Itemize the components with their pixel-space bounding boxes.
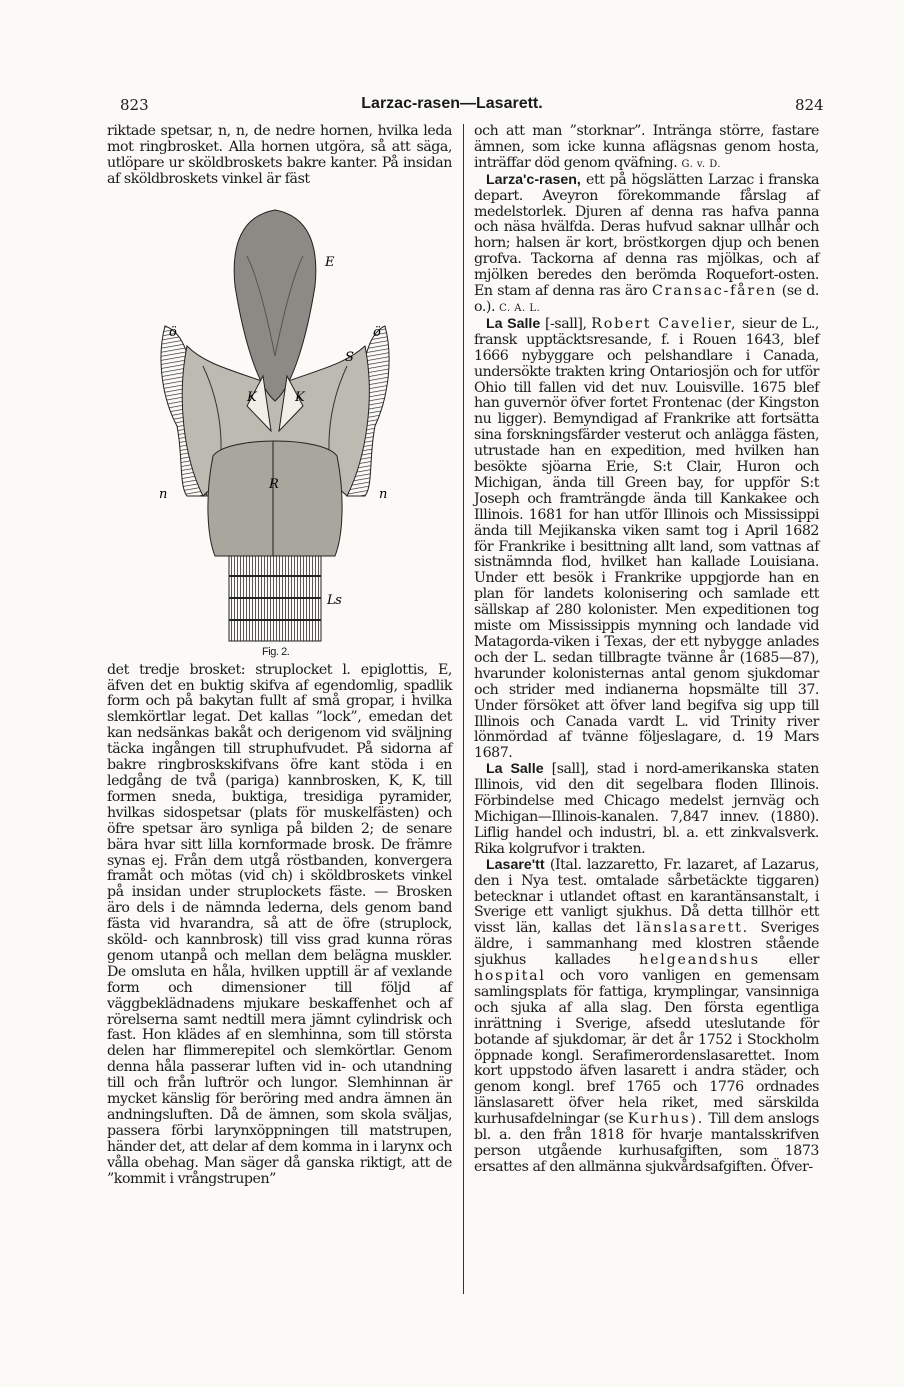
larynx-figure: [107, 196, 452, 659]
column-divider: [463, 124, 464, 1294]
entry-body: Sveriges äldre, i sammanhang med klostren stående sjukhus kallades: [474, 920, 819, 969]
headword: Lasare'tt: [486, 856, 545, 873]
right-column: [474, 124, 819, 1176]
left-paragraph-2: det tredje brosket: struplocket l. epiglottis, E, äfven det en buktig skifva af egendomlig, spadlik form och på bakytan fullt af små gropar, i hvilka slemkörtlar legat. Det kallas ”lock”, emedan det kan nedsänkas bakåt och derigenom vid sväljning täcka ingången till struphufvudet. På sidorna af bakre ringbroskskifvans öfre kant stöda i en ledgång de två (pariga) kannbrosken, K, K, till formen sneda, buktiga, tresidiga pyramider, hvilkas sidospetsar (plats för muskelfästen) och öfre spetsar äro synliga på bilden 2; de senare bära hvar sitt lilla kornformade brosk. De främre synas ej. Från dem utgå röstbanden, konvergera framåt och mötas (vid ch) i sköldbroskets vinkel på insidan under struplockets fäste. — Brosken äro dels i de nämnda lederna, dels genom band fästa vid hvarandra, så att de öfre (struplock, sköld- och kannbrosk) till viss grad kunna röras genom utanpå och mellan dem belägna muskler. De omsluta en håla, hvilken upptill är af vexlande form och dimensioner till följd af väggbeklädnadens mjukare beskaffenhet och af rörelserna samt nedtill mera jämnt cylindrisk och fast. Hon klädes af en slemhinna, som till största delen har flimmerepitel och slemkörtlar. Genom denna håla passerar luften vid in- och utandning till och från luftrör och lungor. Slemhinnan är mycket känslig för beröring med andra ämnen än andningsluften. Då de ämnen, som skola sväljas, passera förbi larynxöppningen till matstrupen, händer det, att delar af dem komma in i larynx och vålla obehag. Man säger då ganska riktigt, att de ”kommit i vrångstrupen”: [107, 661, 452, 1187]
label-s: S: [345, 349, 354, 365]
label-n-left: n: [159, 486, 167, 502]
label-o-left: ö: [169, 324, 177, 340]
spaced-term: Robert Cavelier,: [591, 315, 738, 332]
entry-lasarett: [474, 858, 819, 1176]
figure-caption: Fig. 2.: [262, 645, 290, 658]
entry-tail: (se d. o.).: [474, 283, 819, 315]
larynx-illustration: [147, 196, 412, 646]
entry-body: och voro vanligen en gemensam samlingsplats för fattiga, krymplingar, vansinniga och sjuka af alla slag. Den första egentliga inrättning i Sverige, afsedd uteslutande för botande af sjukdomar, är det år 1752 i Stockholm öppnade kongl. Serafimerordenslasarettet. Inom kort uppstodo äfven lasarett i andra städer, och genom kongl. bref 1765 och 1776 ordnades länslasarett öfver hela riket, med särskilda kurhusafdelningar (se: [474, 968, 819, 1128]
cricoid-cartilage: [208, 441, 342, 556]
epiglottis: [234, 210, 316, 401]
headword: Larza'c-rasen,: [486, 171, 581, 188]
left-paragraph-1: riktade spetsar, n, n, de nedre hornen, hvilka leda mot ringbrosket. Alla hornen utgöra, så att säga, utlöpare ur sköldbroskets bakre kanter. På insidan af sköldbroskets vinkel är fäst: [107, 123, 452, 187]
label-k-left: K: [247, 389, 257, 405]
headword: La Salle: [486, 315, 541, 332]
author-signature: G. v. D.: [681, 158, 722, 170]
spaced-term: helgeandshus: [639, 952, 760, 969]
label-e: E: [325, 254, 335, 270]
label-k-right: K: [295, 389, 305, 405]
left-column: [107, 124, 452, 1188]
label-n-right: n: [379, 486, 387, 502]
label-ls: Ls: [327, 592, 342, 608]
entry-body: eller: [788, 952, 819, 969]
pronunciation: [-sall],: [544, 315, 587, 332]
entry-body: ett på högslätten Larzac i franska depart. Aveyron förekommande fårslag af medelstorlek. Djuren af denna ras hafva panna och näsa hvälfda. Deras hufvud saknar ullhår och horn; halsen är kort, bröstkorgen djup och benen grofva. Tackorna af denna ras mjölkas, och af mjölken beredes den berömda Roquefort-osten. En stam af denna ras äro: [474, 171, 819, 300]
right-paragraph-1: [474, 124, 819, 173]
page-number-right: 824: [795, 96, 824, 114]
entry-body: [sall], stad i nord-amerikanska staten Illinois, vid den dit segelbara floden Illinois. Förbindelse med Chicago medelst jernväg och Michigan—Illinois-kanalen. 7,847 innev. (1880). Liflig handel och industri, bl. a. ett zinkvalsverk. Rika kolgrufvor i trakten.: [474, 761, 819, 857]
label-r: R: [269, 476, 279, 492]
headword: La Salle: [486, 761, 544, 778]
entry-la-salle-city: [474, 762, 819, 857]
entry-body: sieur de L., fransk upptäcktsresande, f. i Rouen 1643, blef 1666 nybyggare och pelshandlare i Canada, undersökte trakten kring Ontariosjön och for utför Ohio till fallen vid det nuv. Louisville. 1675 blef han guvernör öfver fortet Frontenac (der Kingston nu ligger). Bemyndigad af Frankrike att fortsätta sina forskningsfärder vesterut och anlägga fästen, utrustade han en expedition, med hvilken han besökte sjöarna Erie, S:t Clair, Huron och Michigan, ända till Green bay, for uppför S:t Joseph och framträngde ända till Kankakee och Illinois. 1681 for han utför Illinois och Mississippi ända till Mejikanska viken samt tog i April 1682 för Frankrike i besittning allt land, som vattnas af sistnämnda flod, hvilket han kallade Louisiana. Under ett besök i Frankrike uppgjorde han en plan för landets kolonisering och samlade ett sällskap af 280 kolonister. Men expeditionen tog miste om Mississippis mynning och landade vid Matagorda-viken i Texas, der ett nybygge anlades och der L. sedan tillbragte tvänne år (1685—87), hvarunder kolonisternas antal genom sjukdomar och strider med indianerna hopsmälte till 37. Under försöket att öfver land begifva sig upp till Illinois och Canada vardt L. vid Trinity river lönmördad af tvänne följeslagare, d. 19 Mars 1687.: [474, 315, 819, 762]
spaced-term: Cransac-fåren: [651, 283, 778, 300]
entry-tail: Till dem anslogs bl. a. den från 1818 för hvarje mantalsskrifven person utgående kurhusafgiften, som 1873 ersattes af den allmänna sjukvårdsafgiften. Öfver-: [474, 1111, 820, 1175]
entry-body: (Ital. lazzaretto, Fr. lazaret, af Lazarus, den i Nya test. omtalade sårbetäckte tiggaren) betecknar i utlandet oftast en karantänsanstalt, i Sverige ett vanligt sjukhus. Då detta tillhör ett visst län, kallas det: [474, 856, 819, 937]
page-title: Larzac-rasen—Lasarett.: [361, 95, 543, 112]
spaced-term: hospital: [474, 968, 546, 985]
entry-la-salle-person: [474, 317, 819, 762]
author-signature: C. A. L.: [499, 302, 541, 314]
page-number-left: 823: [120, 96, 149, 114]
spaced-term: Kurhus).: [627, 1111, 705, 1128]
entry-larzac: [474, 173, 819, 317]
label-o-right: ö: [373, 324, 381, 340]
continued-text: och att man ”storknar”. Inträngа större, fastare ämnen, som icke kunna aflägsnas genom hosta, inträffar död genom qväfning.: [474, 123, 819, 171]
spaced-term: länslasarett.: [636, 920, 749, 937]
